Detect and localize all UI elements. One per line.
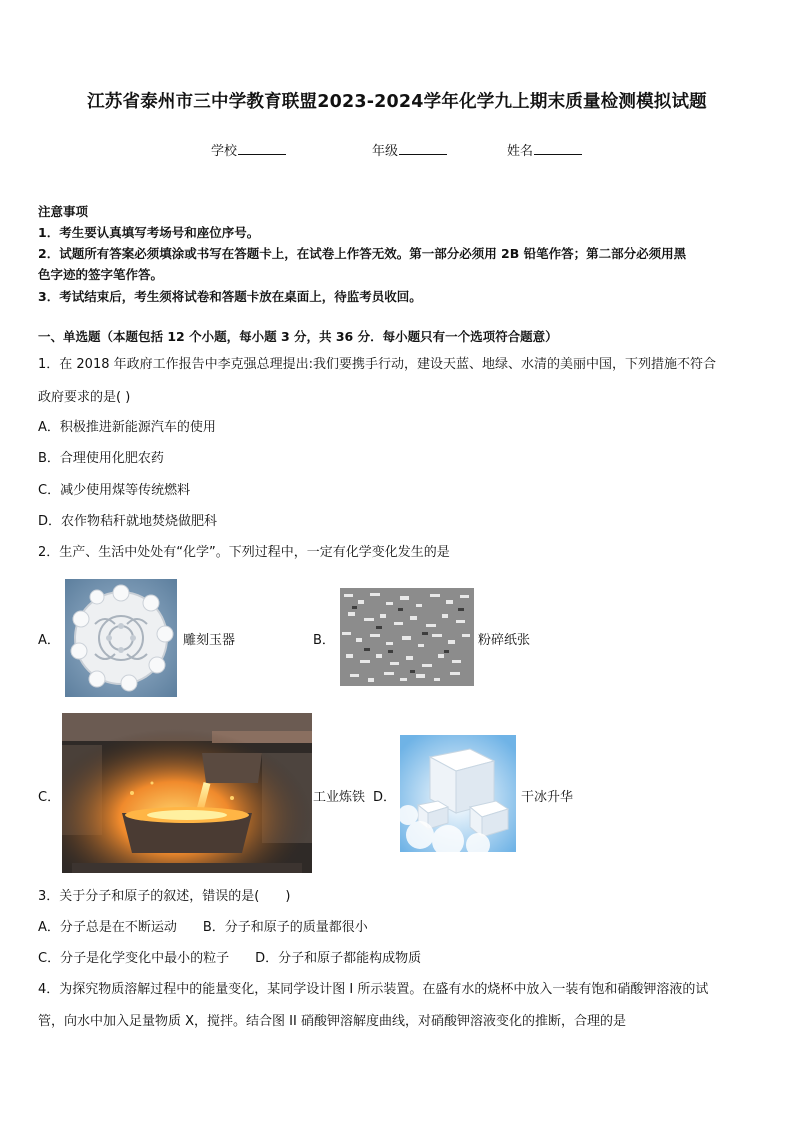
section-heading: 一、单选题（本题包括 12 个小题，每小题 3 分，共 36 分．每小题只有一个选项符合题意） (38, 329, 558, 344)
q1-stem: 1．在 2018 年政府工作报告中李克强总理提出:我们要携手行动，建设天蓝、地绿、水清的美丽中国，下列措施不符合 (38, 357, 717, 372)
q1-option-a: A．积极推进新能源汽车的使用 (38, 420, 216, 435)
q3-options-row2: C．分子是化学变化中最小的粒子 D．分子和原子都能构成物质 (38, 951, 422, 966)
q2-a-text: 雕刻玉器 (183, 633, 236, 648)
dry-ice-image (400, 735, 516, 852)
q3-stem: 3．关于分子和原子的叙述，错误的是( ) (38, 889, 291, 904)
page-title: 江苏省泰州市三中学教育联盟2023-2024学年化学九上期末质量检测模拟试题 (87, 92, 707, 112)
dry-ice-drawing (400, 735, 516, 852)
q1-option-d: D．农作物秸秆就地焚烧做肥科 (38, 514, 218, 529)
q2-d-text: 干冰升华 (521, 790, 574, 805)
q2-b-label: B． (313, 633, 335, 648)
q2-b-text: 粉碎纸张 (478, 633, 531, 648)
note-item: 2．试题所有答案必须填涂或书写在答题卡上，在试卷上作答无效。第一部分必须用 2B 铅笔作答；第二部分必须用黑 (38, 246, 687, 261)
q2-a-label: A． (38, 633, 60, 648)
shredded-paper-drawing (340, 588, 474, 686)
q2-stem: 2．生产、生活中处处有“化学”。下列过程中，一定有化学变化发生的是 (38, 545, 450, 560)
q1-option-b: B．合理使用化肥农药 (38, 451, 164, 466)
jade-carving-drawing (65, 579, 177, 697)
name-blank[interactable] (534, 142, 582, 155)
q4-stem-cont: 管，向水中加入足量物质 X，搅拌。结合图 II 硝酸钾溶解度曲线，对硝酸钾溶液变化的推断，合理的是 (38, 1014, 626, 1029)
q2-c-text: 工业炼铁 (313, 790, 366, 805)
grade-blank[interactable] (399, 142, 447, 155)
iron-smelting-drawing (62, 713, 312, 873)
jade-carving-image (65, 579, 177, 697)
school-blank[interactable] (238, 142, 286, 155)
q3-options-row1: A．分子总是在不断运动 B．分子和原子的质量都很小 (38, 920, 368, 935)
q4-stem: 4．为探究物质溶解过程中的能量变化，某同学设计图 I 所示装置。在盛有水的烧杯中放入一装有饱和硝酸钾溶液的试 (38, 982, 709, 997)
note-item: 1．考生要认真填写考场号和座位序号。 (38, 225, 260, 240)
note-item: 3．考试结束后，考生须将试卷和答题卡放在桌面上，待监考员收回。 (38, 289, 422, 304)
name-label: 姓名 (507, 144, 534, 159)
notes-heading: 注意事项 (38, 204, 89, 219)
shredded-paper-image (340, 588, 474, 686)
q1-stem-cont: 政府要求的是( ) (38, 390, 131, 405)
school-label: 学校 (211, 144, 238, 159)
grade-field (372, 140, 447, 159)
grade-label: 年级 (372, 144, 399, 159)
q1-option-c: C．减少使用煤等传统燃料 (38, 483, 191, 498)
iron-smelting-image (62, 713, 312, 873)
name-field (507, 140, 582, 159)
q2-d-label: D． (373, 790, 397, 805)
school-field (211, 140, 286, 159)
q2-c-label: C． (38, 790, 61, 805)
note-item: 色字迹的签字笔作答。 (38, 267, 164, 282)
